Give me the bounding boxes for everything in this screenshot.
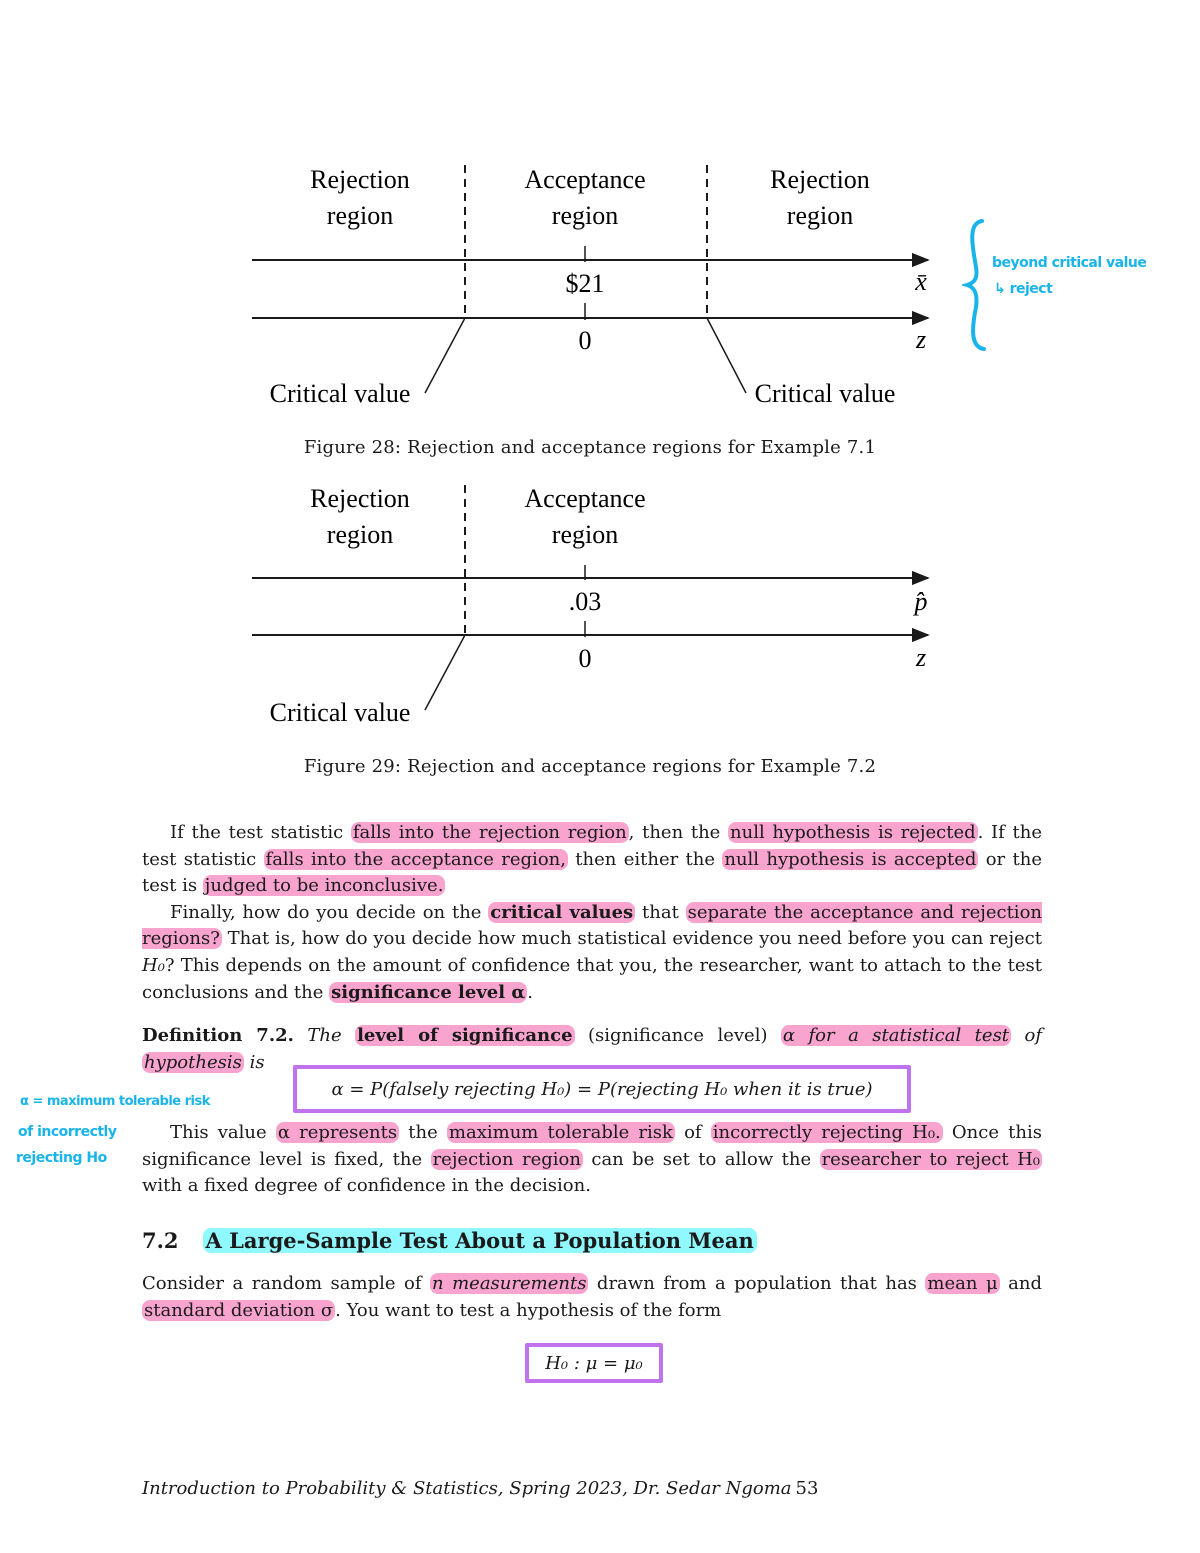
page-footer — [142, 1478, 818, 1499]
fig28-mid-label-2: region — [551, 201, 619, 230]
fig29-bottom-value: 0 — [578, 644, 592, 673]
fig29-mid-label-1: Acceptance — [524, 484, 646, 513]
section-number: 7.2 — [142, 1228, 179, 1253]
section-heading-7-2 — [142, 1228, 757, 1253]
note-alpha-max-risk: α = maximum tolerable risk — [20, 1094, 210, 1109]
fig29-z-var: z — [915, 643, 927, 672]
fig28-bottom-value: 0 — [578, 326, 592, 355]
fig29-phat-var: p̂ — [914, 587, 928, 616]
fig28-left-label-2: region — [326, 201, 394, 230]
note-of-incorrectly: of incorrectly — [18, 1124, 117, 1140]
figure-29 — [0, 470, 1200, 770]
paragraph-critical-values: Finally, how do you decide on the critical values that separate the acceptance and rejection regions? That is, how do you decide how much statistical evidence you need before you can reject H₀? This depends on the amount of confidence that you, the researcher, want to attach to the test conclusions and the significance level α . — [142, 901, 1042, 1003]
definition-7-2: Definition 7.2. The level of significance (significance level) α for a statistical test of hypothesis is — [142, 1025, 1042, 1073]
fig29-mid-label-2: region — [551, 520, 619, 549]
fig28-left-label-1: Rejection — [310, 165, 410, 194]
figure-29-caption: Figure 29: Rejection and acceptance regions for Example 7.2 — [303, 756, 877, 777]
page-number: 53 — [795, 1478, 819, 1499]
footer-text: Introduction to Probability & Statistics, Spring 2023, Dr. Sedar Ngoma — [142, 1478, 792, 1499]
section-title: A Large-Sample Test About a Population Mean — [203, 1228, 757, 1253]
fig28-right-label-1: Rejection — [770, 165, 870, 194]
definition-label: Definition 7.2. — [142, 1025, 294, 1046]
fig29-left-label-2: region — [326, 520, 394, 549]
fig29-pointer — [425, 635, 465, 710]
paragraph-random-sample: Consider a random sample of n measurements drawn from a population that has mean μ and standard deviation σ . You want to test a hypothesis of the form — [142, 1273, 1042, 1321]
note-rejecting-ho: rejecting Ho — [16, 1150, 107, 1166]
fig28-left-critical: Critical value — [269, 379, 411, 408]
brace-annotation-icon — [962, 215, 998, 355]
null-hypothesis-box: H₀ : μ = μ₀ — [525, 1343, 663, 1383]
fig28-z-var: z — [915, 325, 927, 354]
fig28-left-pointer — [425, 318, 465, 393]
fig29-left-label-1: Rejection — [310, 484, 410, 513]
fig28-xbar-var: x̄ — [915, 267, 927, 296]
fig28-top-value: $21 — [565, 269, 605, 298]
fig28-right-label-2: region — [786, 201, 854, 230]
body-text-block-1 — [142, 820, 1042, 1006]
note-reject: ↳ reject — [994, 281, 1053, 297]
fig29-top-value: .03 — [568, 587, 602, 616]
paragraph-alpha-meaning: This value α represents the maximum tolerable risk of incorrectly rejecting H₀. Once this significance level is fixed, the rejection region can be set to allow the researcher to reject H₀ with a fixed degree of confidence in the decision. — [142, 1122, 1042, 1197]
figure-28-caption: Figure 28: Rejection and acceptance regions for Example 7.1 — [303, 437, 877, 458]
fig28-mid-label-1: Acceptance — [524, 165, 646, 194]
fig28-right-pointer — [707, 318, 746, 393]
fig28-right-critical: Critical value — [754, 379, 896, 408]
note-beyond-critical-value: beyond critical value — [992, 255, 1147, 271]
figure-28 — [0, 0, 1200, 420]
fig29-left-critical: Critical value — [269, 698, 411, 727]
alpha-definition-formula-box: α = P(falsely rejecting H₀) = P(rejecting H₀ when it is true) — [293, 1065, 911, 1113]
paragraph-rejection-rule: If the test statistic falls into the rejection region , then the null hypothesis is rejected . If the test statistic falls into the acceptance region, then either the null hypothesis is accepted or the test is judged to be inconclusive. — [142, 822, 1042, 897]
